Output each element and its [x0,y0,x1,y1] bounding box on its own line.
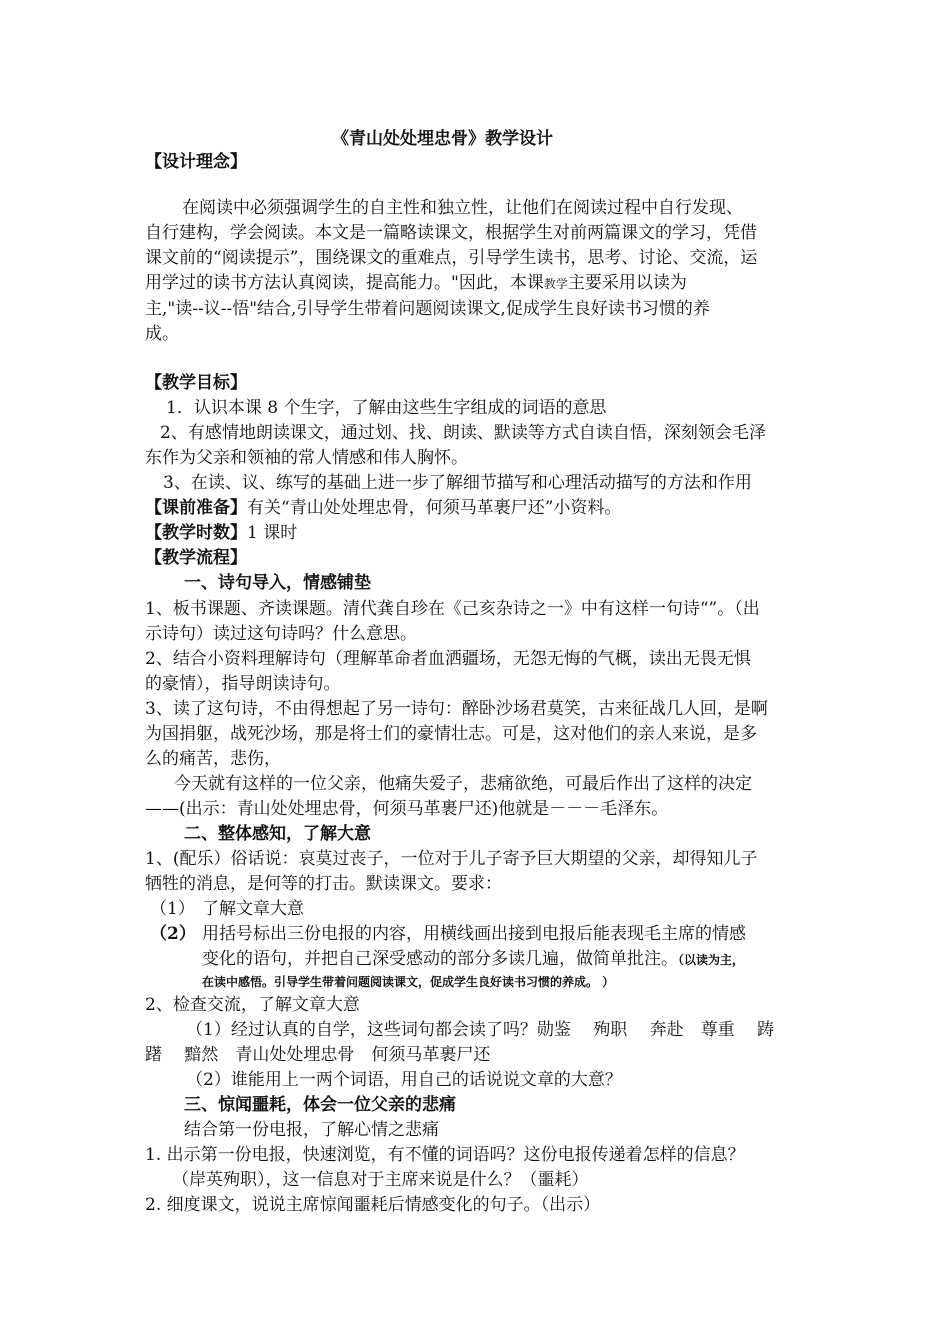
hours-line [145,521,297,545]
paragraph-line: 为国捐躯，战死沙场，那是将士们的豪情壮志。可是，这对他们的亲人来说，是多 [145,724,757,744]
paragraph-line [145,271,687,296]
paragraph-line: 1. 出示第一份电报，快速浏览，有不懂的词语吗？这份电报传递着怎样的信息？ [145,1145,745,1165]
paragraph-line: 的豪情），指导朗读诗句。 [145,674,341,694]
paragraph-line: 1、(配乐）俗话说：哀莫过丧子，一位对于儿子寄予巨大期望的父亲，却得知儿子 [145,849,758,869]
requirement-text: 用括号标出三份电报的内容，用横线画出接到电报后能表现毛主席的情感 [202,924,746,944]
section-heading: 二、整体感知，了解大意 [184,824,371,844]
process-heading: 【教学流程】 [145,548,247,568]
annotation-note: 在读中感悟。引导学生带着问题阅读课文，促成学生良好读书习惯的养成。 ） [202,975,615,989]
goal-item: 2、有感情地朗读课文，通过划、找、朗读、默读等方式自读自悟，深刻领会毛泽 [160,423,766,443]
section-heading: 三、惊闻噩耗，体会一位父亲的悲痛 [184,1095,456,1115]
paragraph-line: 自行建构，学会阅读。本文是一篇略读课文，根据学生对前两篇课文的学习，凭借 [145,223,757,243]
paragraph-line: （2）谁能用上一两个词语，用自己的话说说文章的大意？ [186,1070,622,1090]
paragraph-line: 1、板书课题、齐读课题。清代龚自珍在《己亥杂诗之一》中有这样一句诗“”。（出 [145,599,760,619]
paragraph-small-text: 教学 [543,277,568,291]
paragraph-line: 课文前的“阅读提示”，围绕课文的重难点，引导学生读书，思考、讨论、交流，运 [145,248,758,268]
paragraph-line: 今天就有这样的一位父亲，他痛失爱子，悲痛欲绝，可最后作出了这样的决定 [174,774,752,794]
paragraph-line: 3、读了这句诗，不由得想起了另一诗句：醉卧沙场君莫笑，古来征战几人回，是啊 [145,699,768,719]
requirement-text-main: 变化的语句，并把自己深受感动的部分多读几遍，做简单批注。 [202,949,678,969]
goal-item: 3、在读、议、练写的基础上进一步了解细节描写和心理活动描写的方法和作用 [163,473,752,493]
paragraph-line: 躇 黯然 青山处处埋忠骨 何须马革裹尸还 [145,1045,491,1065]
annotation-note: （以读为主， [678,953,745,967]
paragraph-text: 主要采用以读为 [567,273,687,293]
design-concept-heading: 【设计理念】 [145,152,247,172]
requirement-number: （1） [150,899,195,919]
requirement-number: （2） [150,924,196,944]
hours-text: 1 课时 [247,523,298,543]
hours-heading: 【教学时数】 [145,523,247,543]
paragraph-line: 2、检查交流，了解文章大意 [145,995,360,1015]
goal-item: 1．认识本课 8 个生字，了解由这些生字组成的词语的意思 [166,398,607,418]
paragraph-line: 成。 [145,324,179,344]
goal-item: 东作为父亲和领袖的常人情感和伟人胸怀。 [145,448,468,468]
paragraph-line: ——(出示：青山处处埋忠骨，何须马革裹尸还)他就是－－－毛泽东。 [145,799,669,819]
preparation-text: 有关“青山处处埋忠骨，何须马革裹尸还”小资料。 [247,498,622,518]
paragraph-line: （1）经过认真的自学，这些词句都会读了吗？勋鉴 殉职 奔赴 尊重 踌 [186,1020,775,1040]
preparation-heading: 【课前准备】 [145,498,247,518]
goals-heading: 【教学目标】 [145,373,247,393]
paragraph-line: 示诗句）读过这句诗吗？什么意思。 [145,624,417,644]
paragraph-line: 2、结合小资料理解诗句（理解革命者血洒疆场，无怨无悔的气概，读出无畏无惧 [145,649,751,669]
paragraph-line: 么的痛苦，悲伤， [145,749,281,769]
requirement-text: 了解文章大意 [202,899,304,919]
page-title: 《青山处处埋忠骨》教学设计 [332,129,553,149]
requirement-text [202,947,744,972]
paragraph-line: （岸英殉职），这一信息对于主席来说是什么？（噩耗） [172,1170,589,1190]
paragraph-line: 结合第一份电报，了解心情之悲痛 [184,1120,439,1140]
preparation-line [145,496,621,520]
paragraph-line: 牺牲的消息，是何等的打击。默读课文。要求： [145,874,502,894]
paragraph-line: 在阅读中必须强调学生的自主性和独立性，让他们在阅读过程中自行发现、 [182,198,743,218]
section-heading: 一、诗句导入，情感铺垫 [184,573,371,593]
paragraph-line: 主,"读--议--悟"结合,引导学生带着问题阅读课文,促成学生良好读书习惯的养 [145,299,710,319]
paragraph-line: 2. 细度课文，说说主席惊闻噩耗后情感变化的句子。（出示） [145,1195,601,1215]
paragraph-text: 用学过的读书方法认真阅读，提高能力。"因此，本课 [145,273,544,293]
